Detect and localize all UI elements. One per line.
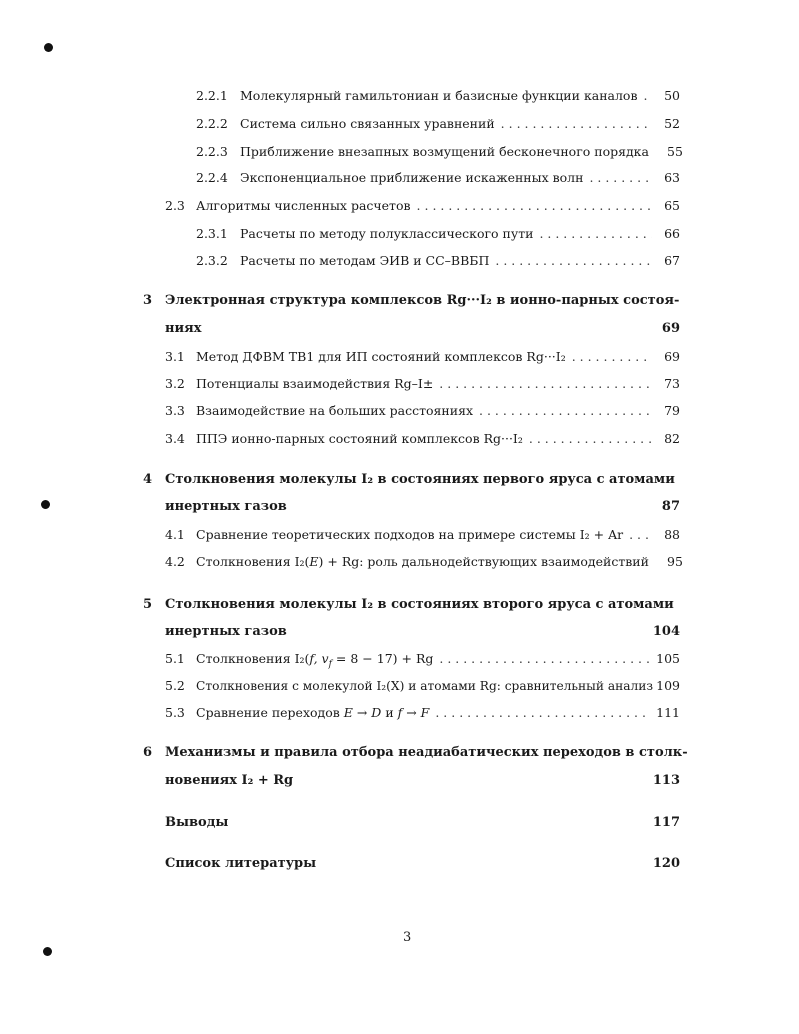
- leader-dots: [435, 705, 650, 720]
- entry-number: 3.1: [165, 349, 185, 364]
- chapter-title-line2-row: [165, 321, 680, 336]
- entry-title: Столкновения с молекулой I₂(X) и атомами Rg: сравнительный анализ: [196, 679, 654, 693]
- entry-page: 109: [656, 678, 680, 693]
- entry-number: 4.1: [165, 527, 185, 542]
- entry-title: Система сильно связанных уравнений: [240, 116, 495, 131]
- chapter-title-line2: инертных газов: [165, 624, 287, 639]
- toc-references[interactable]: [165, 856, 680, 871]
- conclusions-title: Выводы: [165, 815, 229, 830]
- entry-number: 5.2: [165, 678, 185, 693]
- chapter-number: 4: [143, 472, 153, 487]
- toc-entry-3-4[interactable]: [165, 431, 680, 453]
- leader-dots: [439, 376, 652, 391]
- chapter-title-line2-row: [165, 773, 680, 788]
- leader-dots: [539, 226, 652, 241]
- entry-number: 3.2: [165, 376, 185, 391]
- chapter-title-line2-row: [165, 499, 680, 514]
- chapter-number: 5: [143, 597, 153, 612]
- chapter-title-line1: Электронная структура комплексов Rg···I₂ в ионно-парных состоя-: [165, 293, 680, 308]
- entry-title: Приближение внезапных возмущений бесконечного порядка: [240, 144, 649, 159]
- entry-title: Алгоритмы численных расчетов: [196, 198, 411, 213]
- leader-dots: [439, 651, 650, 666]
- entry-title: ППЭ ионно-парных состояний комплексов Rg···I₂: [196, 431, 523, 446]
- entry-number: 2.3: [165, 198, 185, 213]
- entry-page: 95: [667, 554, 683, 569]
- entry-number: 2.2.3: [196, 144, 228, 159]
- toc-entry-5-2[interactable]: [165, 678, 680, 700]
- entry-page: 111: [656, 705, 680, 720]
- entry-title: Сравнение теоретических подходов на примере системы I₂ + Ar: [196, 527, 624, 542]
- chapter-title-line2: ниях: [165, 321, 202, 336]
- chapter-title-line1: Механизмы и правила отбора неадиабатических переходов в столк-: [165, 745, 688, 760]
- entry-number: 5.1: [165, 651, 185, 666]
- leader-dots: [572, 349, 652, 364]
- toc-entry-3-1[interactable]: [165, 349, 680, 371]
- entry-number: 4.2: [165, 554, 185, 569]
- toc-entry-2-3-1[interactable]: [196, 226, 680, 248]
- entry-page: 73: [664, 376, 680, 391]
- entry-page: 69: [664, 349, 680, 364]
- page-number: 3: [403, 930, 412, 945]
- leader-dots: [501, 116, 652, 131]
- chapter-title-line2-row: [165, 624, 680, 639]
- conclusions-page: 117: [652, 815, 680, 830]
- toc-entry-2-2-4[interactable]: [196, 170, 680, 192]
- toc-entry-4-1[interactable]: [165, 527, 680, 549]
- entry-number: 2.2.4: [196, 170, 228, 185]
- references-page: 120: [652, 856, 680, 871]
- entry-title: Взаимодействие на больших расстояниях: [196, 403, 474, 418]
- entry-number: 2.3.1: [196, 226, 228, 241]
- chapter-page: 69: [661, 321, 680, 336]
- leader-dots: [495, 253, 652, 268]
- entry-title: Метод ДФВМ ТВ1 для ИП состояний комплексов Rg···I₂: [196, 349, 566, 364]
- toc-entry-3-3[interactable]: [165, 403, 680, 425]
- punch-hole-mark: [44, 43, 53, 52]
- leader-dots: [644, 88, 653, 103]
- entry-title: Расчеты по методу полуклассического пути: [240, 226, 534, 241]
- punch-hole-mark: [41, 500, 50, 509]
- entry-number: 3.3: [165, 403, 185, 418]
- toc-entry-2-2-2[interactable]: [196, 116, 680, 138]
- entry-title: Молекулярный гамильтониан и базисные функции каналов: [240, 88, 638, 103]
- chapter-number: 3: [143, 293, 153, 308]
- chapter-page: 113: [652, 773, 680, 788]
- toc-entry-2-2-3[interactable]: [196, 144, 683, 166]
- entry-number: 3.4: [165, 431, 185, 446]
- toc-entry-2-3-2[interactable]: [196, 253, 680, 275]
- toc-entry-5-1[interactable]: [165, 651, 680, 673]
- leader-dots: [417, 198, 652, 213]
- chapter-number: 6: [143, 745, 153, 760]
- leader-dots: [589, 170, 652, 185]
- entry-page: 55: [667, 144, 683, 159]
- chapter-page: 87: [661, 499, 680, 514]
- leader-dots: [529, 431, 652, 446]
- toc-entry-3-2[interactable]: [165, 376, 680, 398]
- leader-dots: [629, 527, 652, 542]
- toc-entry-4-2[interactable]: [165, 554, 683, 576]
- entry-page: 79: [664, 403, 680, 418]
- toc-entry-5-3[interactable]: [165, 705, 680, 727]
- entry-title: Расчеты по методам ЭИВ и СС–ВВБП: [240, 253, 490, 268]
- entry-title: Экспоненциальное приближение искаженных волн: [240, 170, 584, 185]
- entry-page: 65: [664, 198, 680, 213]
- chapter-title-line1: Столкновения молекулы I₂ в состояниях второго яруса с атомами: [165, 597, 674, 612]
- entry-number: 5.3: [165, 705, 185, 720]
- entry-page: 66: [664, 226, 680, 241]
- entry-title: Столкновения I₂(E) + Rg: роль дальнодействующих взаимодействий: [196, 554, 649, 569]
- toc-entry-2-3[interactable]: [165, 198, 680, 220]
- entry-page: 63: [664, 170, 680, 185]
- toc-conclusions[interactable]: [165, 815, 680, 830]
- references-title: Список литературы: [165, 856, 317, 871]
- punch-hole-mark: [43, 947, 52, 956]
- entry-page: 52: [664, 116, 680, 131]
- chapter-title-line2: инертных газов: [165, 499, 287, 514]
- chapter-title-line2: новениях I₂ + Rg: [165, 773, 294, 788]
- entry-title: Столкновения I₂(f, $v_f = 8 - 17) + Rg$: [196, 651, 434, 670]
- chapter-page: 104: [652, 624, 680, 639]
- entry-title: Потенциалы взаимодействия Rg–I±: [196, 376, 434, 391]
- leader-dots: [479, 403, 652, 418]
- entry-page: 50: [664, 88, 680, 103]
- entry-page: 82: [664, 431, 680, 446]
- entry-title: Сравнение переходов E → D и f → F: [196, 705, 430, 720]
- entry-page: 67: [664, 253, 680, 268]
- entry-number: 2.3.2: [196, 253, 228, 268]
- entry-page: 88: [664, 527, 680, 542]
- entry-number: 2.2.2: [196, 116, 228, 131]
- toc-entry-2-2-1[interactable]: [196, 88, 680, 110]
- entry-page: 105: [656, 651, 680, 666]
- entry-number: 2.2.1: [196, 88, 228, 103]
- chapter-title-line1: Столкновения молекулы I₂ в состояниях первого яруса с атомами: [165, 472, 675, 487]
